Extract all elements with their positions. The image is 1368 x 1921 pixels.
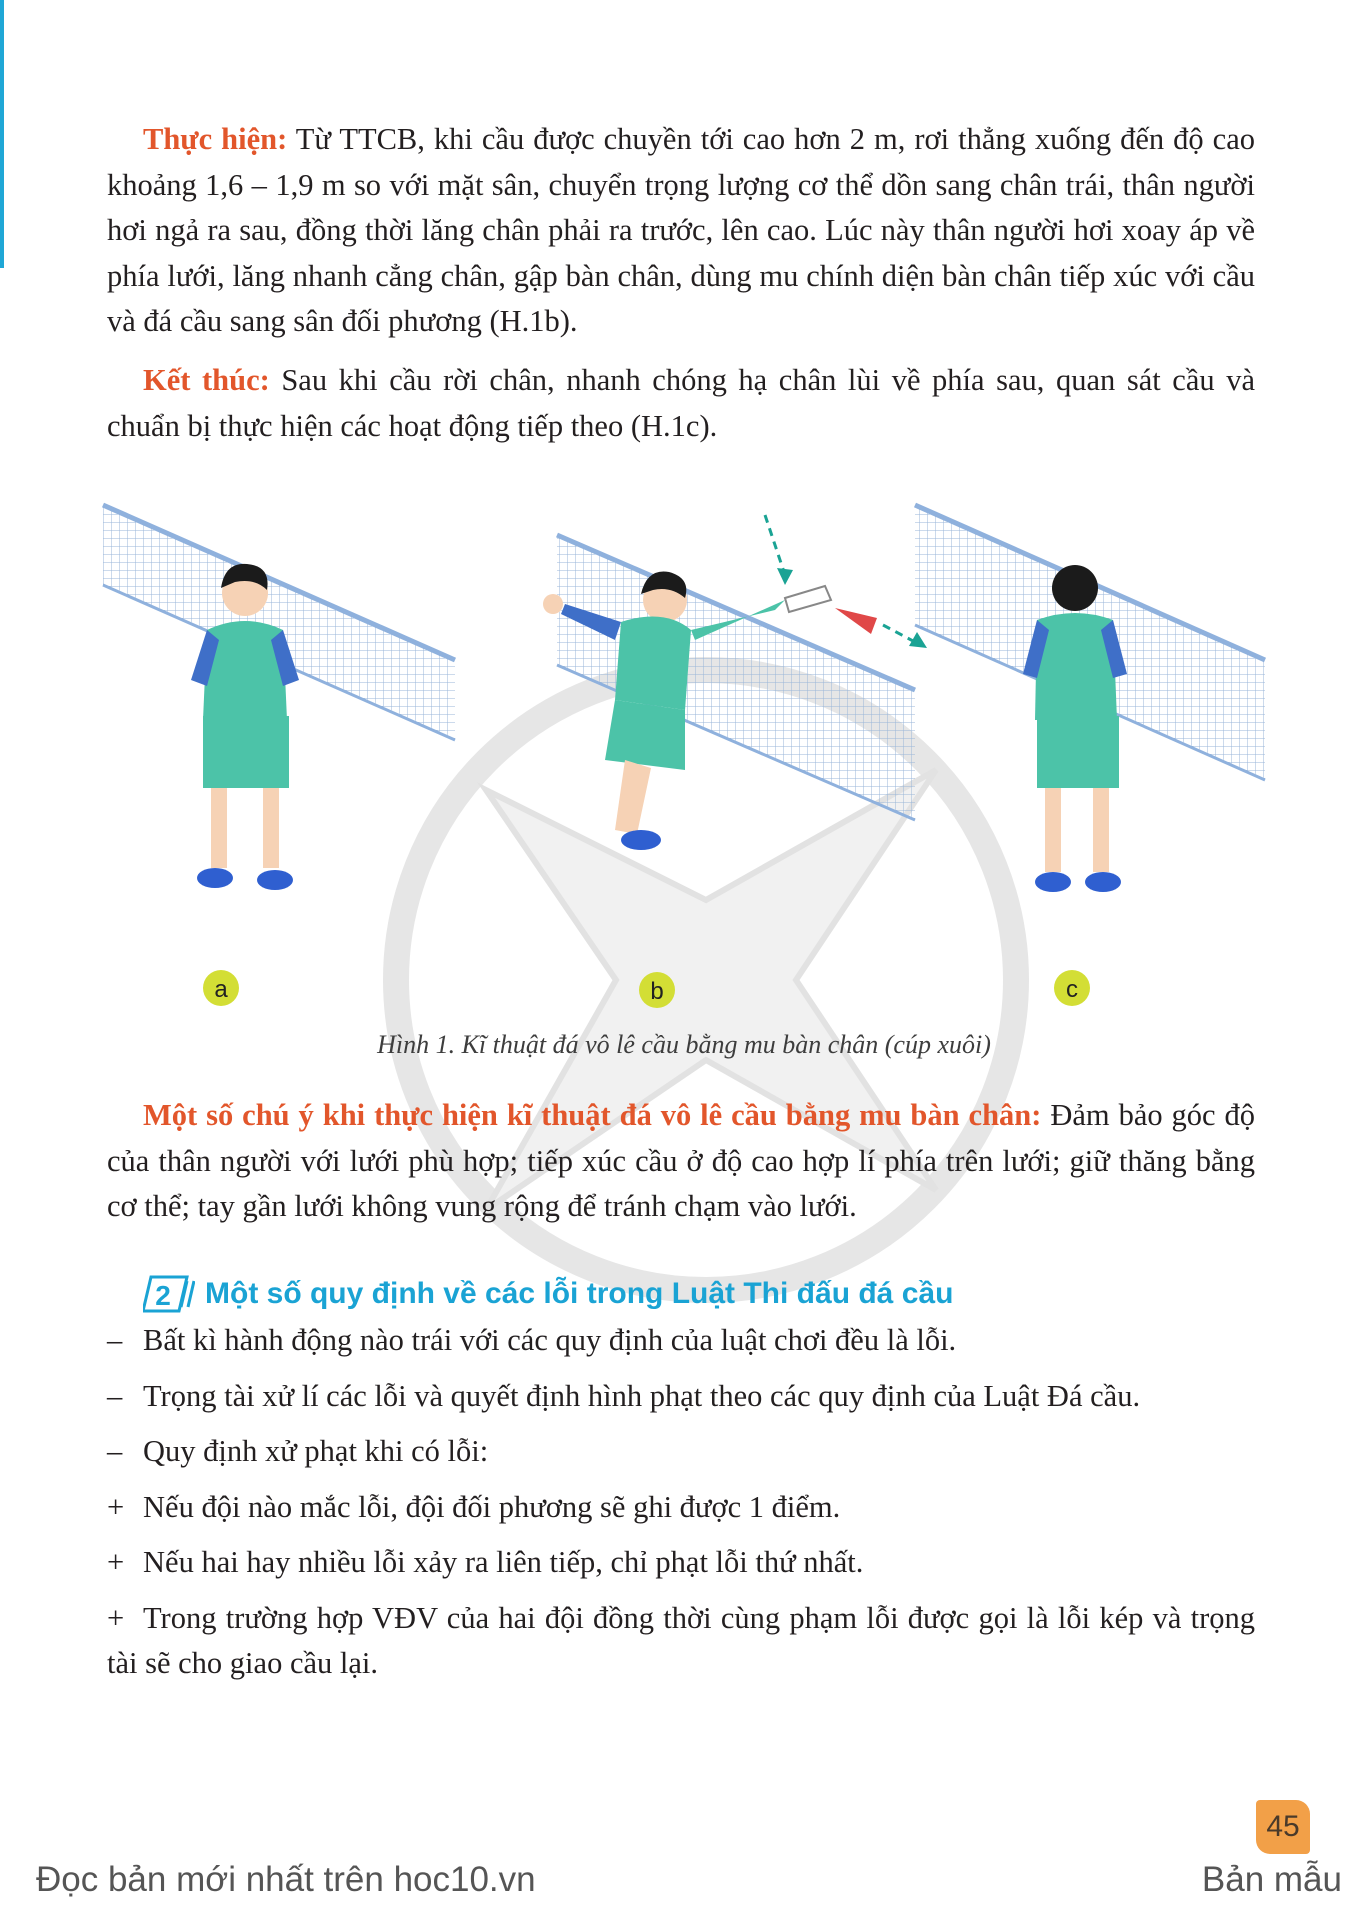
rule-mark: + bbox=[107, 1489, 125, 1524]
text-finish: Sau khi cầu rời chân, nhanh chóng hạ chân lùi về phía sau, quan sát cầu và chuẩn bị thực hiện các hoạt động tiếp theo (H.1c). bbox=[107, 363, 1255, 443]
rule-item bbox=[107, 1596, 1255, 1687]
left-accent-bar bbox=[0, 0, 4, 268]
rule-text: Bất kì hành động nào trái với các quy định của luật chơi đều là lỗi. bbox=[143, 1323, 957, 1357]
label-b: b bbox=[650, 978, 664, 1005]
section-number-icon bbox=[143, 1275, 195, 1313]
text-notes: Đảm bảo góc độ của thân người với lưới phù hợp; tiếp xúc cầu ở độ cao hợp lí phía trên lưới; giữ thăng bằng cơ thể; tay gần lưới không vung rộng để tránh chạm vào lưới. bbox=[107, 1098, 1255, 1223]
lead-notes: Một số chú ý khi thực hiện kĩ thuật đá vô lê cầu bằng mu bàn chân: bbox=[143, 1098, 1042, 1132]
rule-mark: + bbox=[107, 1600, 125, 1635]
label-a: a bbox=[214, 976, 228, 1003]
figure-caption: Hình 1. Kĩ thuật đá vô lê cầu bằng mu bàn chân (cúp xuôi) bbox=[377, 1030, 991, 1059]
section-number: 2 bbox=[155, 1280, 171, 1311]
text-execution: Từ TTCB, khi cầu được chuyền tới cao hơn 2 m, rơi thẳng xuống đến độ cao khoảng 1,6 – 1,9 m so với mặt sân, chuyển trọng lượng cơ thể dồn sang chân trái, thân người hơi ngả ra sau, đồng thời lăng chân phải ra trước, lên cao. Lúc này thân người hơi xoay áp về phía lưới, lăng nhanh cẳng chân, gập bàn chân, dùng mu chính diện bàn chân tiếp xúc với cầu và đá cầu sang sân đối phương (H.1b). bbox=[107, 122, 1255, 338]
rule-item bbox=[107, 1429, 1255, 1475]
lead-execution: Thực hiện: bbox=[143, 122, 288, 156]
rule-item bbox=[107, 1374, 1255, 1420]
section-title: Một số quy định về các lỗi trong Luật Thi đấu đá cầu bbox=[205, 1277, 954, 1310]
paragraph-finish bbox=[107, 358, 1255, 449]
label-c: c bbox=[1066, 976, 1078, 1003]
rule-text: Quy định xử phạt khi có lỗi: bbox=[143, 1434, 489, 1468]
rule-item bbox=[107, 1485, 1255, 1531]
rule-text: Trong trường hợp VĐV của hai đội đồng thời cùng phạm lỗi được gọi là lỗi kép và trọng tài sẽ cho giao cầu lại. bbox=[107, 1600, 1255, 1680]
figure-illustration bbox=[95, 490, 1275, 1010]
section-heading bbox=[143, 1272, 953, 1316]
rule-mark: – bbox=[107, 1434, 123, 1468]
rule-mark: + bbox=[107, 1545, 125, 1579]
shuttlecock bbox=[765, 515, 927, 648]
paragraph-notes bbox=[107, 1093, 1255, 1230]
rules-list bbox=[107, 1318, 1255, 1687]
paragraph-execution bbox=[107, 117, 1255, 345]
rule-item bbox=[107, 1318, 1255, 1364]
rule-text: Nếu hai hay nhiều lỗi xảy ra liên tiếp, chỉ phạt lỗi thứ nhất. bbox=[143, 1545, 864, 1579]
rule-text: Nếu đội nào mắc lỗi, đội đối phương sẽ ghi được 1 điểm. bbox=[143, 1489, 841, 1524]
footer-sample-label: Bản mẫu bbox=[1201, 1860, 1342, 1899]
lead-finish: Kết thúc: bbox=[143, 363, 270, 397]
rule-mark: – bbox=[107, 1323, 123, 1357]
page-number: 45 bbox=[1256, 1800, 1310, 1854]
rule-item bbox=[107, 1540, 1255, 1586]
rule-text: Trọng tài xử lí các lỗi và quyết định hình phạt theo các quy định của Luật Đá cầu. bbox=[143, 1378, 1141, 1413]
footer-link[interactable]: Đọc bản mới nhất trên hoc10.vn bbox=[36, 1860, 536, 1899]
rule-mark: – bbox=[107, 1378, 123, 1413]
net-b bbox=[557, 535, 915, 820]
